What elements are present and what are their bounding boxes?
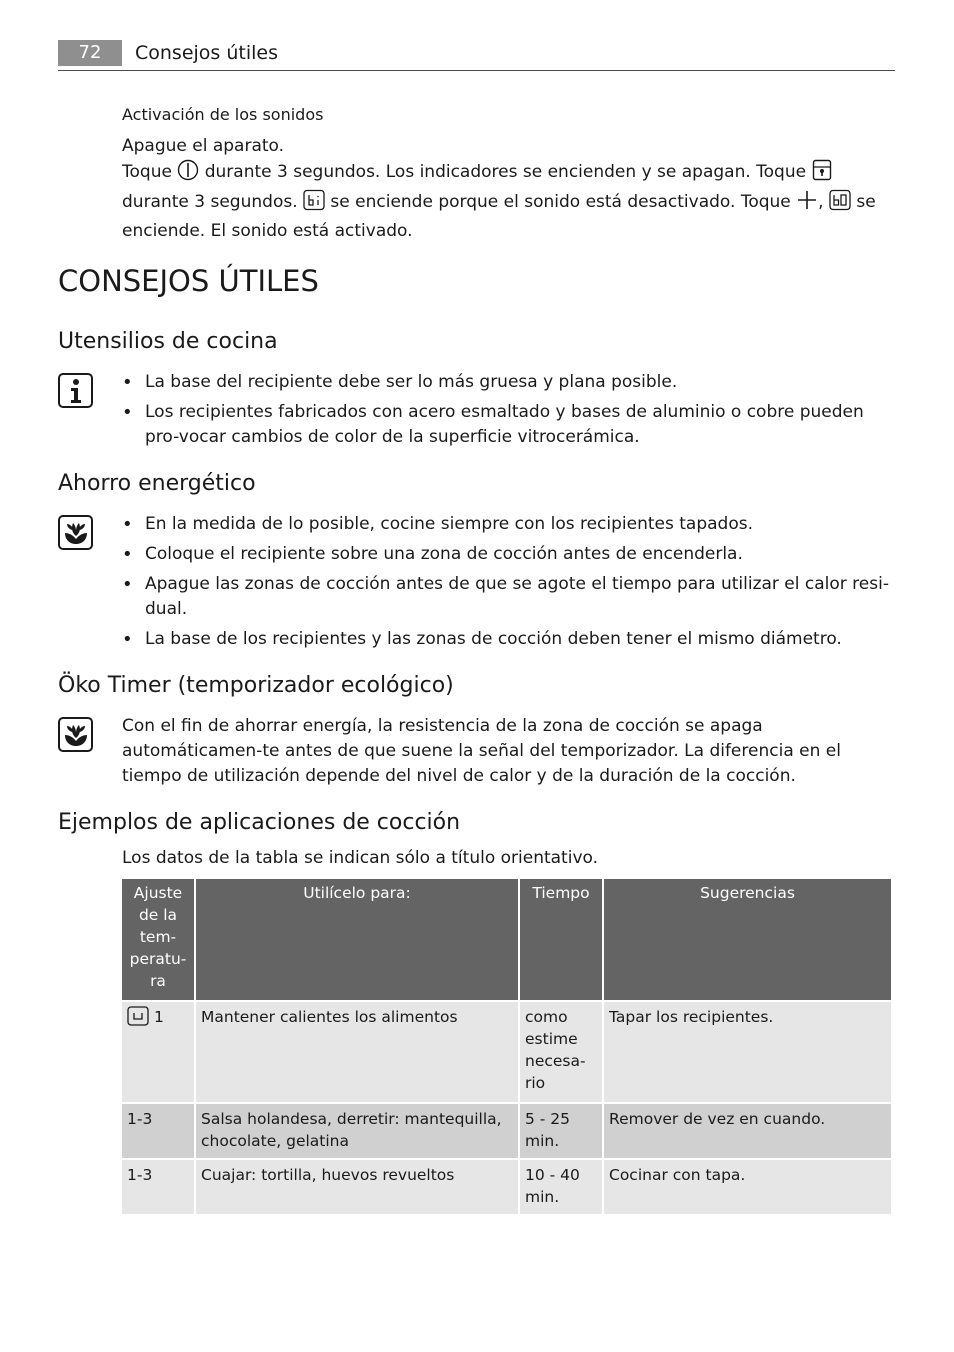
- page-number: 72: [58, 40, 122, 66]
- column-header-setting: Ajuste de la tem-peratu-ra: [122, 879, 194, 1000]
- column-header-use: Utilícelo para:: [196, 879, 518, 1000]
- list-item: • Los recipientes fabricados con acero esmaltado y bases de aluminio o cobre pueden pro-vocar cambios de color de la superficie vitrocerámica.: [122, 400, 894, 450]
- table-cell-use: Cuajar: tortilla, huevos revueltos: [196, 1160, 518, 1214]
- table-header-row: [122, 879, 891, 1000]
- table-cell-use: Mantener calientes los alimentos: [196, 1002, 518, 1102]
- table-row: [122, 1002, 891, 1102]
- table-cell-time: como estime necesa-rio: [520, 1002, 602, 1102]
- table-cell-tip: Cocinar con tapa.: [604, 1160, 891, 1214]
- info-icon: [58, 373, 93, 408]
- table-row: [122, 1160, 891, 1214]
- oko-heading: Öko Timer (temporizador ecológico): [58, 673, 454, 698]
- list-item: • Apague las zonas de cocción antes de que se agote el tiempo para utilizar el calor resi-dual.: [122, 572, 894, 622]
- sound-line-1: Apague el aparato.: [122, 136, 285, 156]
- table-cell-time: 10 - 40 min.: [520, 1160, 602, 1214]
- list-item: • En la medida de lo posible, cocine siempre con los recipientes tapados.: [122, 512, 894, 537]
- header-rule: [58, 70, 895, 71]
- energy-list: [122, 512, 894, 657]
- cooking-table: [120, 877, 893, 1216]
- plus-icon: [796, 189, 818, 219]
- table-cell-time: 5 - 25 min.: [520, 1104, 602, 1158]
- column-header-tips: Sugerencias: [604, 879, 891, 1000]
- table-cell-use: Salsa holandesa, derretir: mantequilla, chocolate, gelatina: [196, 1104, 518, 1158]
- oko-paragraph: Con el fin de ahorrar energía, la resistencia de la zona de cocción se apaga automáticamen-te antes de que suene la señal del temporizador. La diferencia en el tiempo de utilización depende del nivel de calor y de la duración de la cocción.: [122, 716, 841, 786]
- sound-instructions: Toque durante 3 segundos. Los indicadores se encienden y se apagan. Toque durante 3 segundos. se enciende porque el sonido está desactivado. Toque , se enciende. El sonido está activado.: [122, 159, 894, 244]
- cookware-heading: Utensilios de cocina: [58, 329, 278, 354]
- examples-heading: Ejemplos de aplicaciones de cocción: [58, 810, 461, 835]
- power-icon: [177, 159, 199, 189]
- list-item: • La base del recipiente debe ser lo más gruesa y plana posible.: [122, 370, 894, 395]
- table-cell-tip: Remover de vez en cuando.: [604, 1104, 891, 1158]
- column-header-time: Tiempo: [520, 879, 602, 1000]
- table-cell-setting: 1-3: [122, 1160, 194, 1214]
- running-title: Consejos útiles: [135, 42, 279, 64]
- table-row: [122, 1104, 891, 1158]
- sound-paragraph: [122, 134, 894, 244]
- eco-leaf-icon: [58, 515, 93, 550]
- examples-note: Los datos de la tabla se indican sólo a título orientativo.: [122, 848, 599, 868]
- display-b-o-icon: [829, 189, 851, 219]
- cookware-list: [122, 370, 894, 455]
- table-cell-setting: 1-3: [122, 1104, 194, 1158]
- eco-leaf-icon: [58, 717, 93, 752]
- table-cell-setting: 1: [122, 1002, 194, 1102]
- main-title: CONSEJOS ÚTILES: [58, 264, 319, 298]
- list-item: • Coloque el recipiente sobre una zona de cocción antes de encenderla.: [122, 542, 894, 567]
- energy-heading: Ahorro energético: [58, 471, 256, 496]
- lock-icon: [812, 159, 832, 189]
- list-item: • La base de los recipientes y las zonas de cocción deben tener el mismo diámetro.: [122, 627, 894, 652]
- table-cell-tip: Tapar los recipientes.: [604, 1002, 891, 1102]
- display-b-i-icon: [303, 189, 325, 219]
- sound-section-title: Activación de los sonidos: [122, 105, 324, 124]
- keep-warm-icon: [127, 1006, 149, 1032]
